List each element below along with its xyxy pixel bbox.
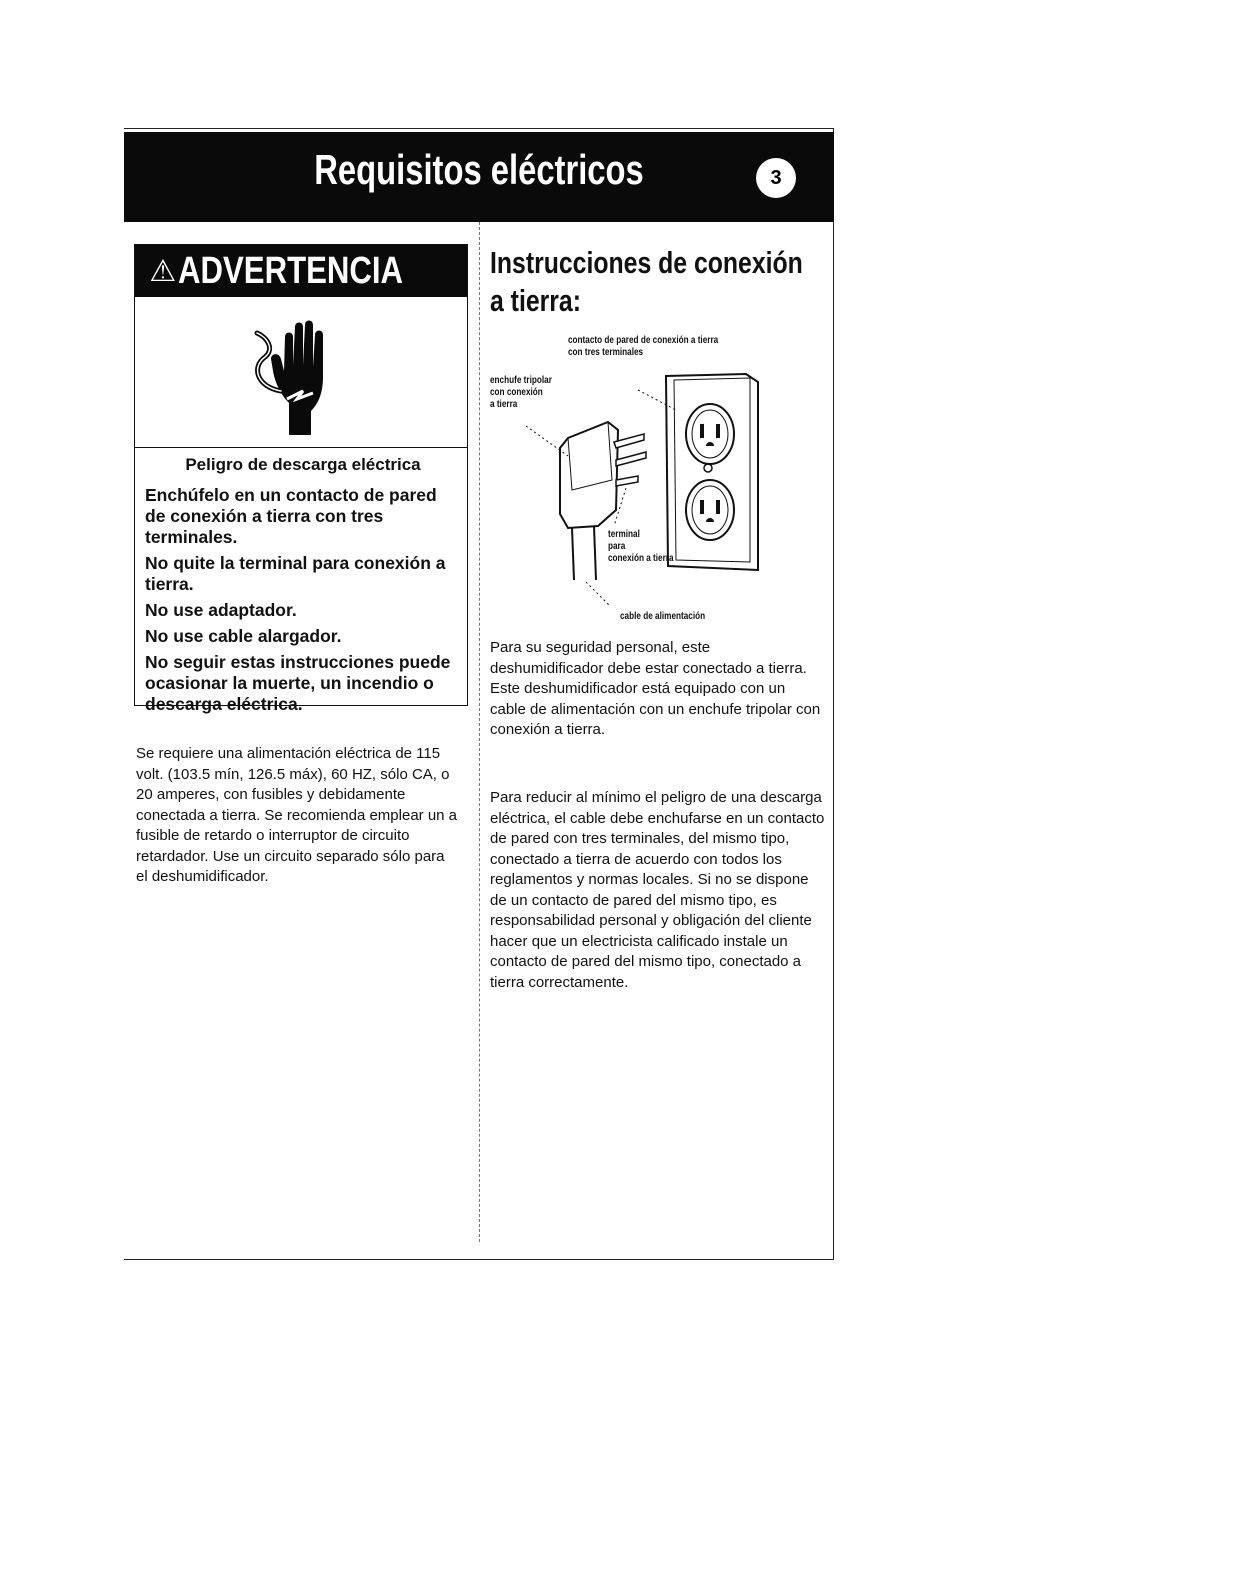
warning-line: No seguir estas instrucciones puede ocasionar la muerte, un incendio o descarga eléctrica. xyxy=(145,652,451,714)
outlet-label: contacto de pared de conexión a tierra con tres terminales xyxy=(568,334,719,358)
power-cord-label: cable de alimentación xyxy=(620,610,706,622)
warning-heading: ⚠ADVERTENCIA xyxy=(135,245,467,297)
grounding-diagram xyxy=(488,330,788,630)
warning-triangle-icon: ⚠ xyxy=(149,255,177,288)
grounding-paragraph-1: Para su seguridad personal, este deshumidificador debe estar conectado a tierra. Este deshumidificador está equipado con un cable de alimentación con un enchufe tripolar con conexión a tierra. xyxy=(490,639,821,738)
power-requirements-paragraph: Se requiere una alimentación eléctrica de 115 volt. (103.5 mín, 126.5 máx), 60 HZ, sólo CA, o 20 amperes, con fusibles y debidamente conectada a tierra. Se recomienda emplear un a fusible de retardo o interruptor de circuito retardador. Use un circuito separado sólo para el deshumidificador. xyxy=(136,745,458,885)
section-header xyxy=(124,132,834,222)
warning-line: No use cable alargador. xyxy=(145,626,342,646)
grounding-instructions-title: Instrucciones de conexión a tierra: xyxy=(490,245,803,318)
plug-label: enchufe tripolar con conexión a tierra xyxy=(490,374,552,410)
section-title: Requisitos eléctricos xyxy=(314,146,644,193)
warning-line: No use adaptador. xyxy=(145,600,297,620)
warning-divider xyxy=(135,447,467,448)
column-divider xyxy=(479,222,480,1242)
ground-pin-label: terminal para conexión a tierra xyxy=(608,528,674,564)
warning-title: Peligro de descarga eléctrica xyxy=(185,455,421,474)
electric-shock-hand-icon xyxy=(247,307,357,437)
warning-text xyxy=(145,455,461,720)
warning-line: No quite la terminal para conexión a tierra. xyxy=(145,553,446,594)
grounding-paragraph-2: Para reducir al mínimo el peligro de una descarga eléctrica, el cable debe enchufarse en un contacto de pared con tres terminales, del mismo tipo, conectado a tierra de acuerdo con todos los reglamentos y normas locales. Si no se dispone de un contacto de pared del mismo tipo, es responsabilidad personal y obligación del cliente hacer que un electricista calificado instale un contacto de pared del mismo tipo, conectado a tierra correctamente. xyxy=(490,789,825,991)
page-number-badge: 3 xyxy=(756,158,796,198)
warning-line: Enchúfelo en un contacto de pared de conexión a tierra con tres terminales. xyxy=(145,485,437,547)
warning-box xyxy=(134,244,468,714)
